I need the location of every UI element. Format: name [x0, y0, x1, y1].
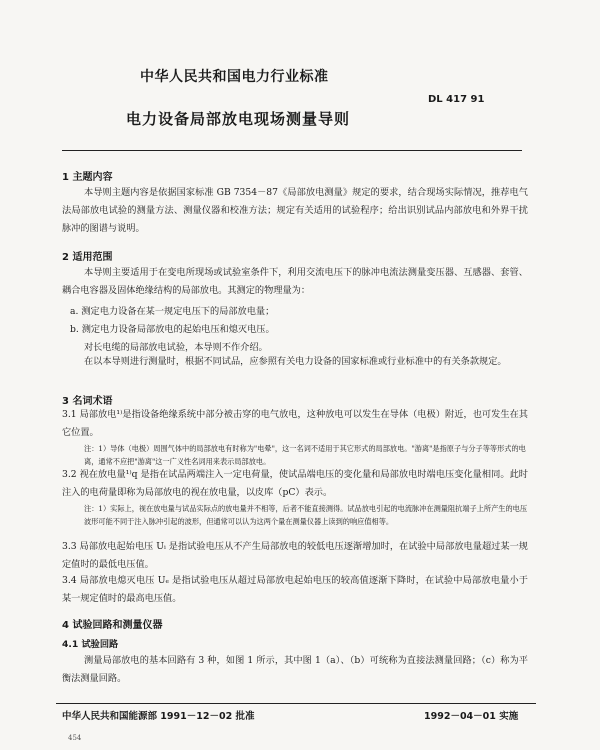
section-1-text: 本导则主题内容是依据国家标准 GB 7354－87《局部放电测量》规定的要求，结合现场实际情况，推荐电气法局部放电试验的测量方法、测量仪器和校准方法；规定有关适用的试验程序；给出识别试品内部放电和外界干扰脉冲的图谱与说明。	[62, 187, 528, 234]
section-2-closing: 在以本导则进行测量时，根据不同试品，应参照有关电力设备的国家标准或行业标准中的有关条款规定。	[84, 356, 507, 367]
term-3-4: 3.4 局部放电熄灭电压 Uₑ 是指试验电压从超过局部放电起始电压的较高值逐渐下降时，在试验中局部放电量小于某一规定值时的最高电压值。	[62, 575, 528, 604]
term-3-2-note: 注：1）实际上，视在放电量与试品实际点的放电量并不相等，后者不能直接测得。试品放电引起的电流脉冲在测量阻抗端子上所产生的电压波形可能不同于注入脉冲引起的波形，但通常可以认为这两个量在测量仪器上读到的响应值相等。	[84, 504, 528, 526]
term-3-2: 3.2 视在放电量¹⁾q 是指在试品两端注入一定电荷量，使试品端电压的变化量和局部放电时端电压变化量相同。此时注入的电荷量即称为局部放电的视在放电量，以皮库（pC）表示。	[62, 469, 528, 498]
term-3-3: 3.3 局部放电起始电压 Uᵢ 是指试验电压从不产生局部放电的较低电压逐渐增加时，在试验中局部放电量超过某一规定值时的最低电压值。	[62, 541, 528, 570]
section-1-title: 1 主题内容	[62, 172, 113, 183]
section-2-text: 本导则主要适用于在变电所现场或试验室条件下，利用交流电压下的脉冲电流法测量变压器、互感器、套管、耦合电容器及固体绝缘结构的局部放电。其测定的物理量为：	[62, 267, 528, 296]
term-3-1: 3.1 局部放电¹⁾是指设备绝缘系统中部分被击穿的电气放电，这种放电可以发生在导体（电极）附近，也可发生在其它位置。	[62, 409, 528, 438]
page-number: 454	[68, 734, 82, 742]
document-title: 电力设备局部放电现场测量导则	[126, 110, 351, 128]
section-3-title: 3 名词术语	[62, 396, 113, 407]
section-2-cable-note: 对长电缆的局部放电试验，本导则不作介绍。	[84, 342, 268, 353]
section-4-title: 4 试验回路和测量仪器	[62, 620, 163, 631]
section-4-1-text: 测量局部放电的基本回路有 3 种，如图 1 所示，其中图 1（a）、（b）可统称为直接法测量回路；（c）称为平衡法测量回路。	[62, 655, 528, 684]
header-divider	[62, 150, 522, 151]
standard-code: DL 417 91	[428, 94, 485, 105]
section-2-item-b: b. 测定电力设备局部放电的起始电压和熄灭电压。	[70, 324, 275, 335]
footer-divider	[56, 703, 536, 704]
section-4-1-title: 4.1 试验回路	[62, 639, 119, 650]
section-2-item-a: a. 测定电力设备在某一规定电压下的局部放电量；	[70, 306, 275, 317]
standard-title: 中华人民共和国电力行业标准	[140, 69, 329, 85]
approval-line: 中华人民共和国能源部 1991－12－02 批准	[62, 711, 255, 722]
section-2-title: 2 适用范围	[62, 252, 113, 263]
implementation-date: 1992－04－01 实施	[424, 711, 519, 722]
term-3-1-note: 注：1）导体（电极）周围气体中的局部放电有时称为"电晕"，这一名词不适用于其它形式的局部放电。"游离"是指原子与分子等等形式的电离，通常不应把"游离"这一广义性名词用来表示局部放电。	[84, 444, 526, 466]
